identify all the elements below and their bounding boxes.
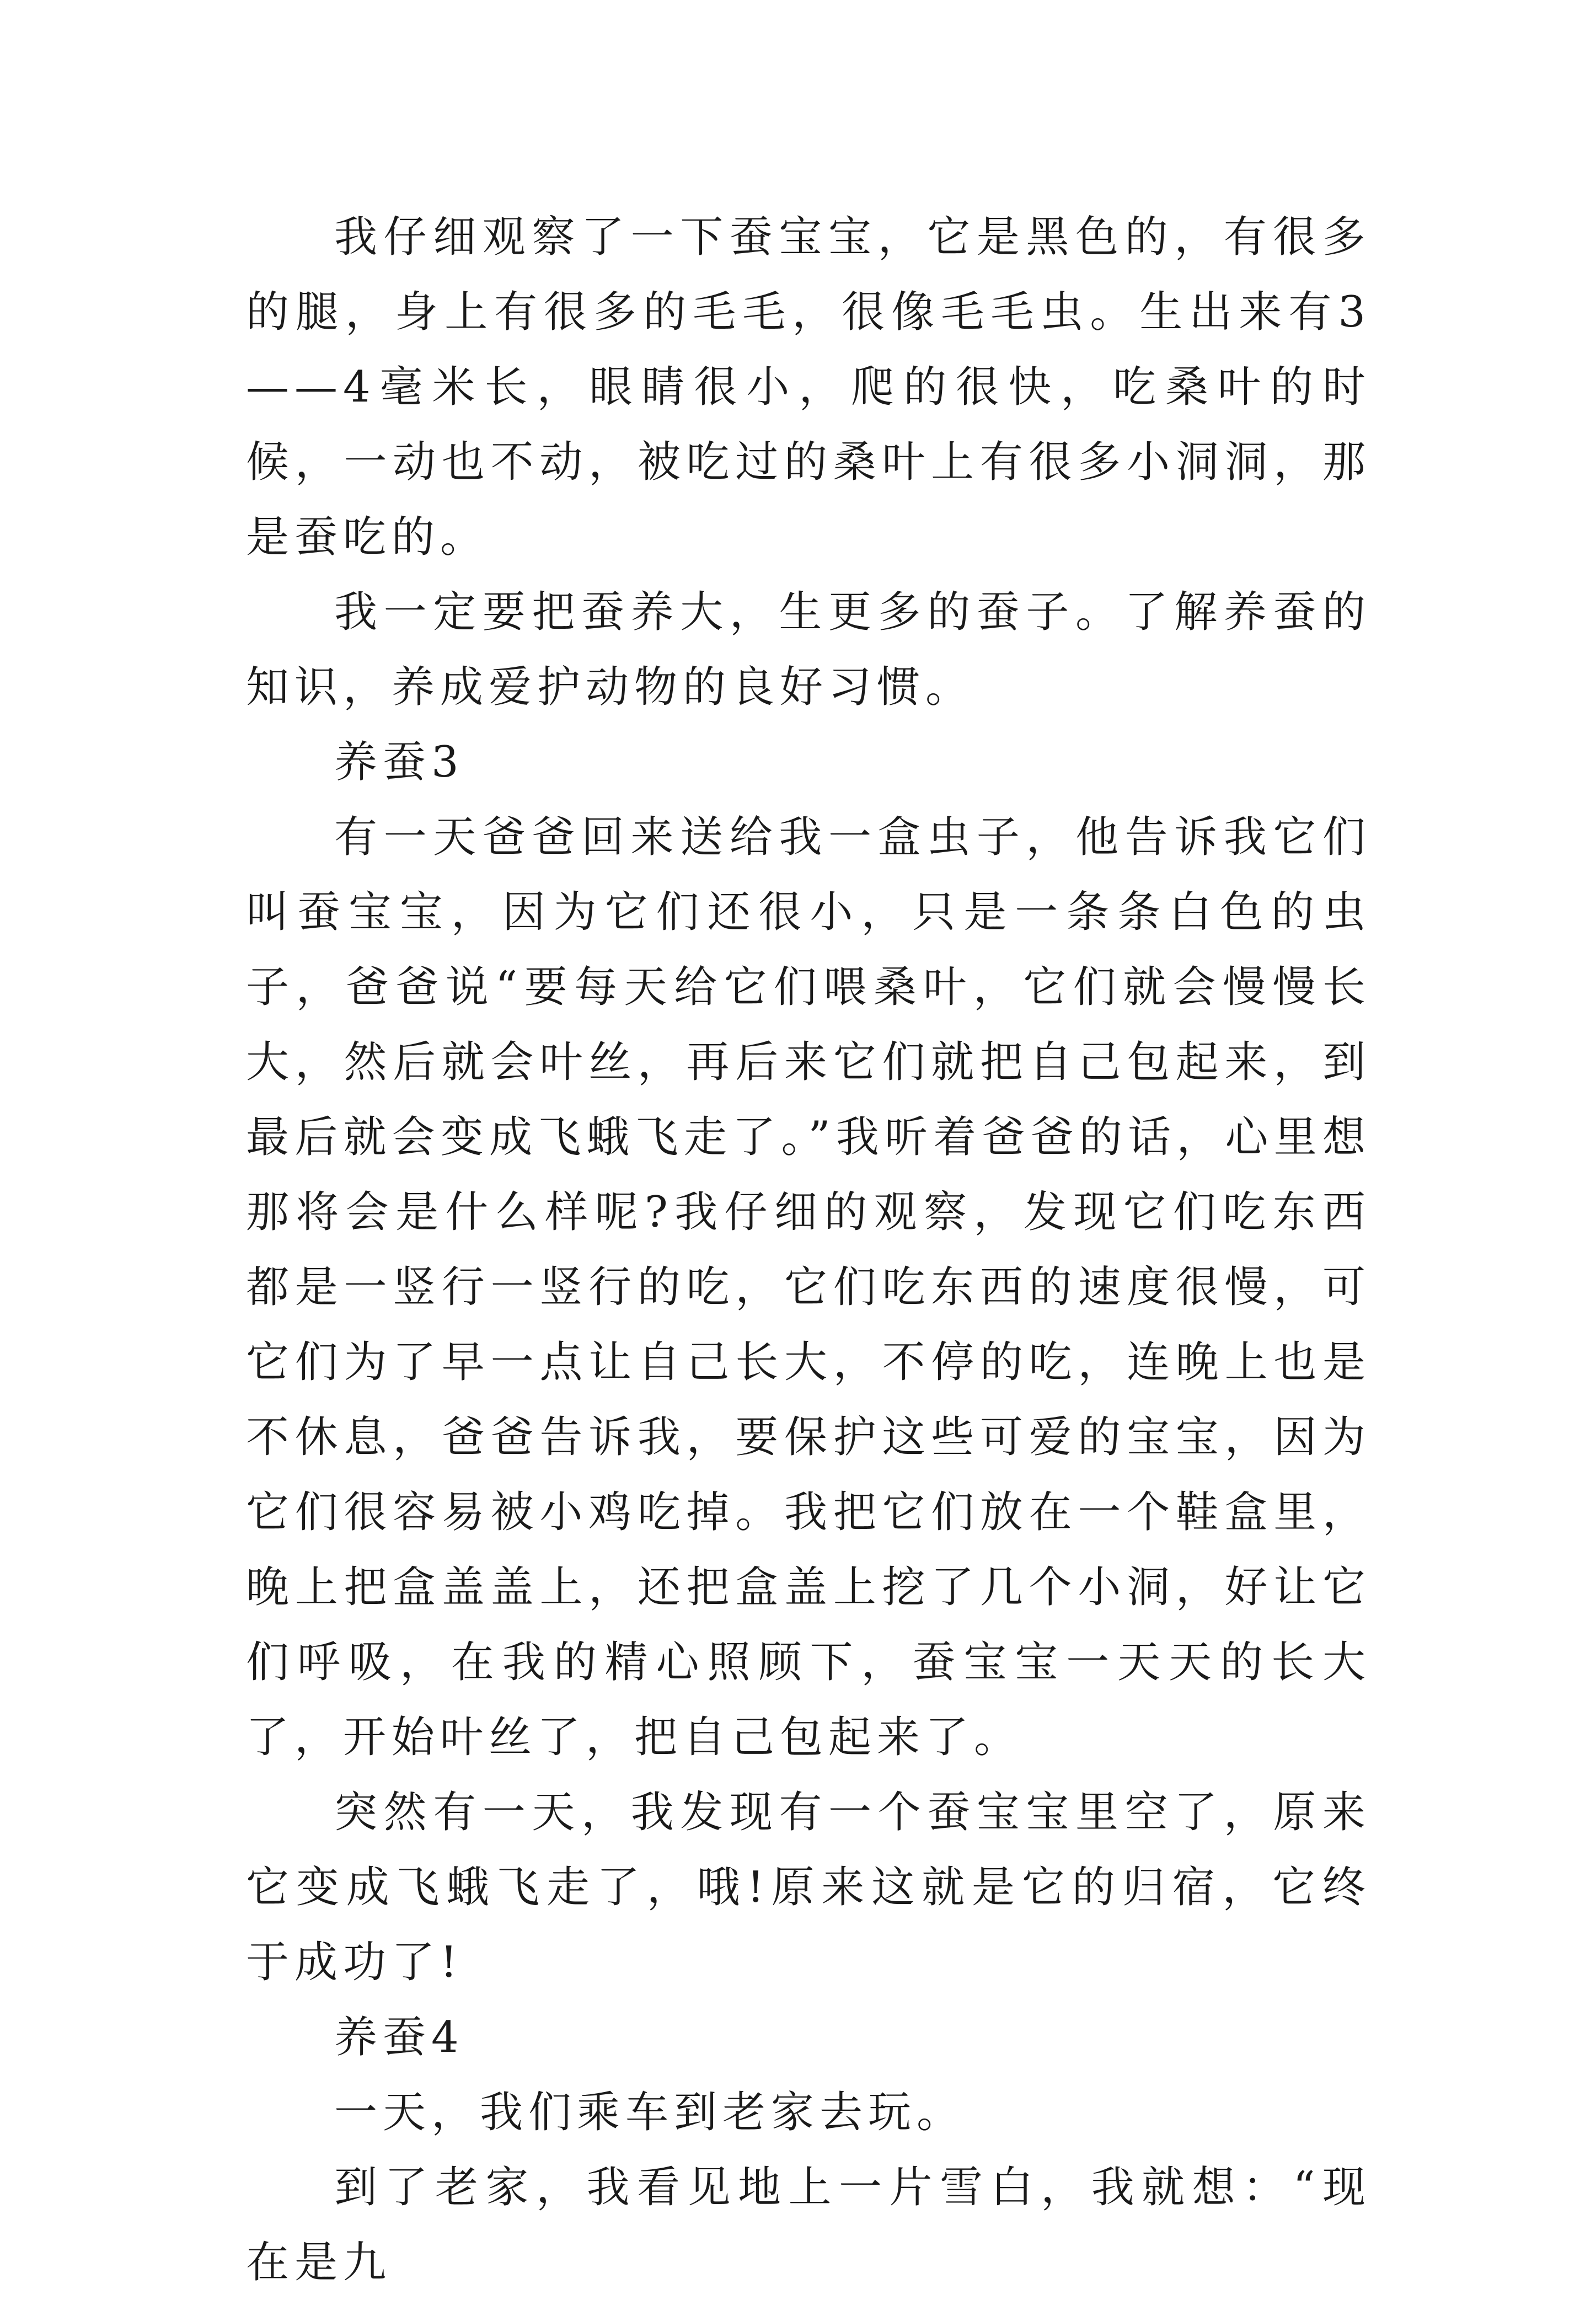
paragraph-story-3: 有一天爸爸回来送给我一盒虫子，他告诉我它们叫蚕宝宝，因为它们还很小，只是一条条白色的虫子，爸爸说“要每天给它们喂桑叶，它们就会慢慢长大，然后就会叶丝，再后来它们就把自己包起来，到最后就会变成飞蛾飞走了。”我听着爸爸的话，心里想那将会是什么样呢?我仔细的观察，发现它们吃东西都是一竖行一竖行的吃，它们吃东西的速度很慢，可它们为了早一点让自己长大，不停的吃，连晚上也是不休息，爸爸告诉我，要保护这些可爱的宝宝，因为它们很容易被小鸡吃掉。我把它们放在一个鞋盒里，晚上把盒盖盖上，还把盒盖上挖了几个小洞，好让它们呼吸，在我的精心照顾下，蚕宝宝一天天的长大了，开始叶丝了，把自己包起来了。: [246, 812, 1371, 1762]
section-heading-4: 养蚕4: [334, 2013, 464, 2062]
paragraph-trip: 一天，我们乘车到老家去玩。: [334, 2088, 966, 2137]
paragraph-resolution: 我一定要把蚕养大，生更多的蚕子。了解养蚕的知识，养成爱护动物的良好习惯。: [246, 587, 1371, 712]
paragraph-ending-3: 突然有一天，我发现有一个蚕宝宝里空了，原来它变成飞蛾飞走了，哦!原来这就是它的归宿，它终于成功了!: [246, 1788, 1371, 1987]
section-heading-3: 养蚕3: [334, 737, 464, 787]
paragraph-arrival: 到了老家，我看见地上一片雪白，我就想：“现在是九: [246, 2163, 1371, 2287]
document-body: [246, 200, 1371, 2300]
paragraph-observation: 我仔细观察了一下蚕宝宝，它是黑色的，有很多的腿，身上有很多的毛毛，很像毛毛虫。生出来有3——4毫米长，眼睛很小，爬的很快，吃桑叶的时候，一动也不动，被吃过的桑叶上有很多小洞洞，那是蚕吃的。: [246, 212, 1371, 562]
